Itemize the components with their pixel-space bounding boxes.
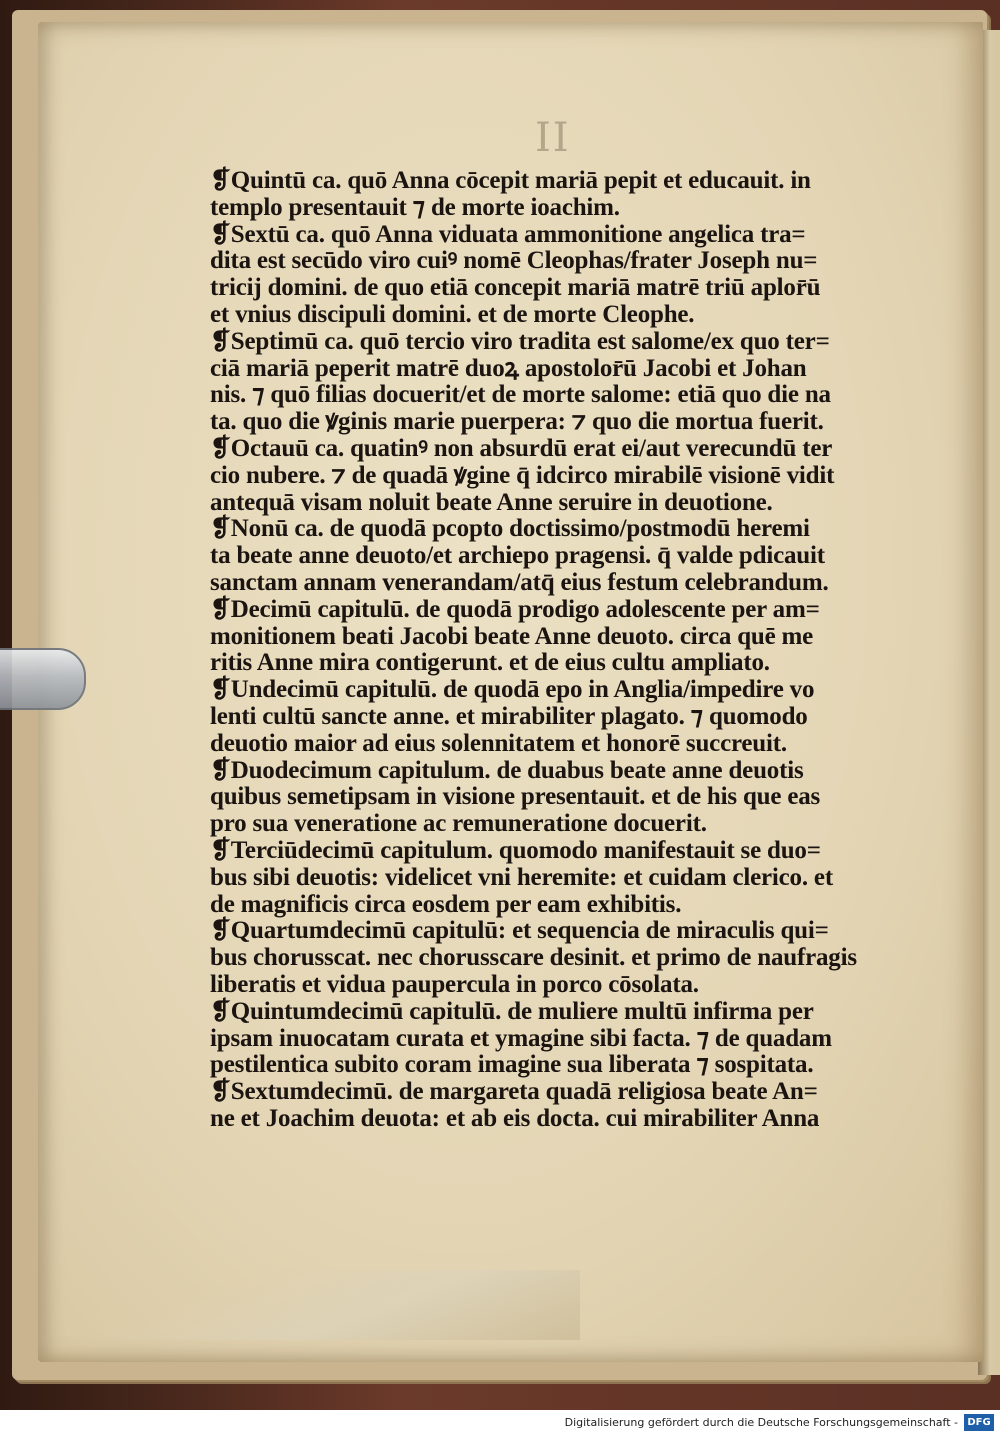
- text-line: antequā visam noluit beate Anne seruire in deuotione.: [210, 488, 773, 516]
- text-line: liberatis et vidua paupercula in porco cōsolata.: [210, 970, 699, 998]
- text-line: pestilentica subito coram imagine sua liberata ⁊ sospitata.: [210, 1051, 814, 1079]
- text-line: ❡Terciūdecimū capitulum. quomodo manifestauit se duo=: [210, 836, 821, 864]
- text-line: ne et Joachim deuota: et ab eis docta. cui mirabiliter Anna: [210, 1104, 820, 1132]
- text-line: ❡Quintū ca. quō Anna cōcepit mariā pepit et educauit. in: [210, 167, 811, 194]
- text-line: sanctam annam venerandam/atq̄ eius festum celebrandum.: [210, 568, 829, 596]
- text-line: cio nubere. ⁊ de quadā ꝟgine q̄ idcirco mirabilē visionē vidit: [210, 461, 835, 489]
- text-line: ❡Undecimū capitulū. de quodā epo in Anglia/impedire vo: [210, 676, 815, 704]
- text-line: tricij domini. de quo etiā concepit mariā matrē triū aplor̄ū: [210, 274, 821, 302]
- text-line: ❡Octauū ca. quatinꝰ non absurdū erat ei/aut verecundū ter: [210, 434, 833, 462]
- text-line: dita est secūdo viro cuiꝰ nomē Cleophas/frater Joseph nu=: [210, 247, 818, 275]
- table-of-contents-text: [210, 168, 890, 1133]
- text-line: de magnificis circa eosdem per eam exhibitis.: [210, 890, 682, 918]
- text-line: ciā mariā peperit matrē duoꝝ apostolor̄ū Jacobi et Johan: [210, 354, 807, 382]
- text-line: bus sibi deuotis: videlicet vni heremite: et cuidam clerico. et: [210, 863, 833, 891]
- text-line: pro sua veneratione ac remuneratione docuerit.: [210, 810, 707, 838]
- text-line: ritis Anne mira contigerunt. et de eius cultu ampliato.: [210, 649, 770, 677]
- bookmark-strip: [0, 648, 86, 710]
- text-line: lenti cultū sancte anne. et mirabiliter plagato. ⁊ quomodo: [210, 702, 808, 730]
- text-line: quibus semetipsam in visione presentauit. et de his que eas: [210, 783, 821, 811]
- page-curl: [60, 1270, 580, 1340]
- text-line: ❡Quartumdecimū capitulū: et sequencia de miraculis qui=: [210, 917, 829, 945]
- text-line: nis. ⁊ quō filias docuerit/et de morte salome: etiā quo die na: [210, 381, 831, 409]
- text-line: templo presentauit ⁊ de morte ioachim.: [210, 193, 620, 221]
- text-line: deuotio maior ad eius solennitatem et honorē succreuit.: [210, 729, 787, 757]
- funding-credit: Digitalisierung gefördert durch die Deutsche Forschungsgemeinschaft -: [564, 1416, 958, 1429]
- text-line: ❡Duodecimum capitulum. de duabus beate anne deuotis: [210, 756, 804, 784]
- text-line: et vnius discipuli domini. et de morte Cleophe.: [210, 300, 695, 328]
- footer-bar: [0, 1410, 1000, 1437]
- text-line: ❡Decimū capitulū. de quodā prodigo adolescente per am=: [210, 595, 820, 623]
- text-line: ❡Sextū ca. quō Anna viduata ammonitione angelica tra=: [210, 220, 806, 248]
- dfg-logo: DFG: [964, 1414, 994, 1431]
- text-line: ❡Septimū ca. quō tercio viro tradita est salome/ex quo ter=: [210, 327, 830, 355]
- text-line: monitionem beati Jacobi beate Anne deuoto. circa quē me: [210, 622, 814, 650]
- text-line: ❡Sextumdecimū. de margareta quadā religiosa beate An=: [210, 1078, 818, 1106]
- text-line: ipsam inuocatam curata et ymagine sibi facta. ⁊ de quadam: [210, 1024, 832, 1052]
- text-line: bus chorusscat. nec chorusscare desinit. et primo de naufragis: [210, 944, 857, 972]
- text-line: ❡Quintumdecimū capitulū. de muliere multū infirma per: [210, 997, 814, 1025]
- text-line: ta. quo die ꝟginis marie puerpera: ⁊ quo die mortua fuerit.: [210, 408, 824, 436]
- text-line: ta beate anne deuoto/et archiepo pragensi. q̄ valde pdicauit: [210, 542, 825, 570]
- text-line: ❡Nonū ca. de quodā pcopto doctissimo/postmodū heremi: [210, 515, 810, 543]
- folio-number: II: [535, 115, 571, 161]
